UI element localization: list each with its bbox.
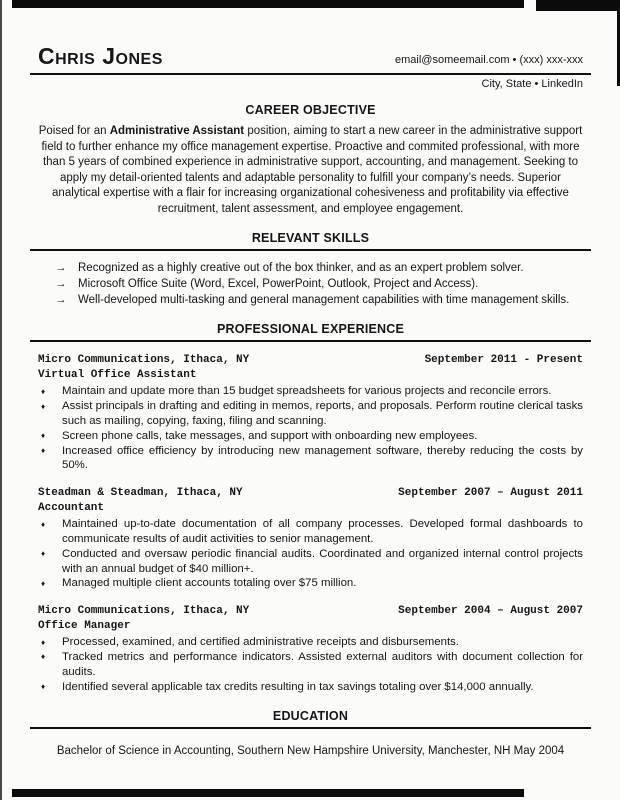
job-bullet-item (38, 399, 583, 429)
section-professional-experience (38, 322, 583, 694)
diamond-bullet-icon: ♦ (41, 401, 46, 411)
bullet-text: Processed, examined, and certified administrative receipts and disbursements. (62, 636, 459, 649)
bullet-text: Assist principals in drafting and editing in memos, reports, and proposals. Perform routine clerical tasks such as mailing, copying, faxing, filing and scanning. (62, 400, 583, 427)
scan-artifact-left-strip (0, 0, 2, 800)
job-company: Micro Communications, Ithaca, NY (38, 605, 250, 618)
job-company: Steadman & Steadman, Ithaca, NY (38, 487, 243, 500)
diamond-bullet-icon: ♦ (41, 446, 46, 456)
job-company: Micro Communications, Ithaca, NY (38, 354, 250, 367)
header (38, 45, 583, 68)
education-degree-line: Bachelor of Science in Accounting, Southern New Hampshire University, Manchester, NH May 2004 (56, 745, 565, 758)
section-career-objective (38, 103, 583, 217)
header-divider (30, 73, 591, 75)
job-dates: September 2007 – August 2011 (398, 487, 583, 500)
job-bullet-item (38, 444, 583, 474)
diamond-bullet-icon: ♦ (41, 652, 46, 662)
bullet-text: Maintain and update more than 15 budget spreadsheets for various projects and reconcile errors. (62, 385, 552, 398)
job-bullet-list (38, 384, 583, 473)
job-header (38, 353, 583, 368)
job-bullet-item (38, 429, 583, 444)
job-role: Office Manager (38, 620, 131, 633)
objective-lead: Poised for an (38, 125, 110, 137)
diamond-bullet-icon: ♦ (41, 682, 46, 692)
job-entry (38, 486, 583, 591)
skills-divider (30, 249, 591, 251)
diamond-bullet-icon: ♦ (41, 386, 46, 396)
experience-divider (30, 340, 591, 342)
arrow-bullet-icon: → (55, 293, 67, 306)
job-bullet-item (38, 517, 583, 547)
skill-item (38, 293, 583, 309)
candidate-name: Chris Jones (38, 43, 163, 69)
professional-experience-title: PROFESSIONAL EXPERIENCE (216, 322, 405, 337)
job-dates: September 2004 – August 2007 (398, 605, 583, 618)
skill-text: Recognized as a highly creative out of the box thinker, and as an expert problem solver. (78, 262, 524, 274)
resume-content (38, 0, 583, 757)
skill-text: Well-developed multi-tasking and general management capabilities with time management skills. (78, 293, 570, 306)
job-bullet-item (38, 384, 583, 399)
job-bullet-list (38, 635, 583, 694)
job-role: Accountant (38, 502, 105, 515)
job-bullet-item (38, 547, 583, 577)
job-bullet-item (38, 650, 583, 680)
diamond-bullet-icon: ♦ (41, 519, 46, 529)
job-header (38, 604, 583, 619)
job-entry (38, 353, 583, 473)
diamond-bullet-icon: ♦ (41, 578, 46, 588)
job-bullet-list (38, 517, 583, 591)
location-linkedin-line: City, State • LinkedIn (481, 78, 583, 90)
education-divider (30, 727, 591, 729)
scan-artifact-bottom-bar (12, 789, 524, 797)
diamond-bullet-icon: ♦ (41, 549, 46, 559)
skill-item (38, 261, 583, 277)
job-header (38, 486, 583, 501)
arrow-bullet-icon: → (55, 262, 67, 274)
section-education (38, 709, 583, 757)
objective-rest: position, aiming to start a new career in the administrative support field to further enhance my office management expertise. Proactive and commited professional, with more than 5 years of combined experience in administrative support, accounting, and management. Seeking to apply my detail-oriented talents and adaptable personality to fulfill your company’s needs. Superior analytical expertise with a flair for increasing organizational cohesiveness and profitability via effective recruitment, talent assessment, and employee engagement. (41, 125, 583, 215)
skills-list (38, 261, 583, 308)
bullet-text: Maintained up-to-date documentation of all company processes. Developed formal dashboards to communicate results of audit activities to senior management. (62, 518, 583, 545)
bullet-text: Managed multiple client accounts totaling over $75 million. (62, 577, 357, 590)
relevant-skills-title: RELEVANT SKILLS (251, 231, 370, 245)
bullet-text: Conducted and oversaw periodic financial audits. Coordinated and organized internal control projects with an annual budget of $40 million+. (62, 547, 583, 575)
career-objective-paragraph (38, 124, 583, 217)
job-bullet-item (38, 680, 583, 695)
skill-text: Microsoft Office Suite (Word, Excel, PowerPoint, Outlook, Project and Access). (78, 277, 479, 290)
bullet-text: Tracked metrics and performance indicators. Assisted external auditors with document collection for audits. (62, 650, 583, 678)
job-bullet-item (38, 576, 583, 591)
job-dates: September 2011 - Present (424, 354, 583, 367)
arrow-bullet-icon: → (55, 277, 67, 290)
career-objective-title: CAREER OBJECTIVE (245, 103, 376, 117)
contact-line: email@someemail.com • (xxx) xxx-xxx (395, 54, 583, 66)
objective-highlight: Administrative Assistant (109, 125, 245, 137)
job-bullet-item (38, 635, 583, 650)
bullet-text: Increased office efficiency by introducing new management software, thereby reducing the costs by 50%. (62, 444, 583, 472)
education-title: EDUCATION (272, 709, 349, 724)
job-role: Virtual Office Assistant (38, 369, 197, 382)
job-entry (38, 604, 583, 694)
diamond-bullet-icon: ♦ (41, 431, 46, 441)
skill-item (38, 277, 583, 293)
bullet-text: Identified several applicable tax credits resulting in tax savings totaling over $14,000 annually. (62, 680, 534, 693)
bullet-text: Screen phone calls, take messages, and support with onboarding new employees. (62, 429, 478, 442)
section-relevant-skills (38, 231, 583, 308)
diamond-bullet-icon: ♦ (41, 637, 46, 647)
